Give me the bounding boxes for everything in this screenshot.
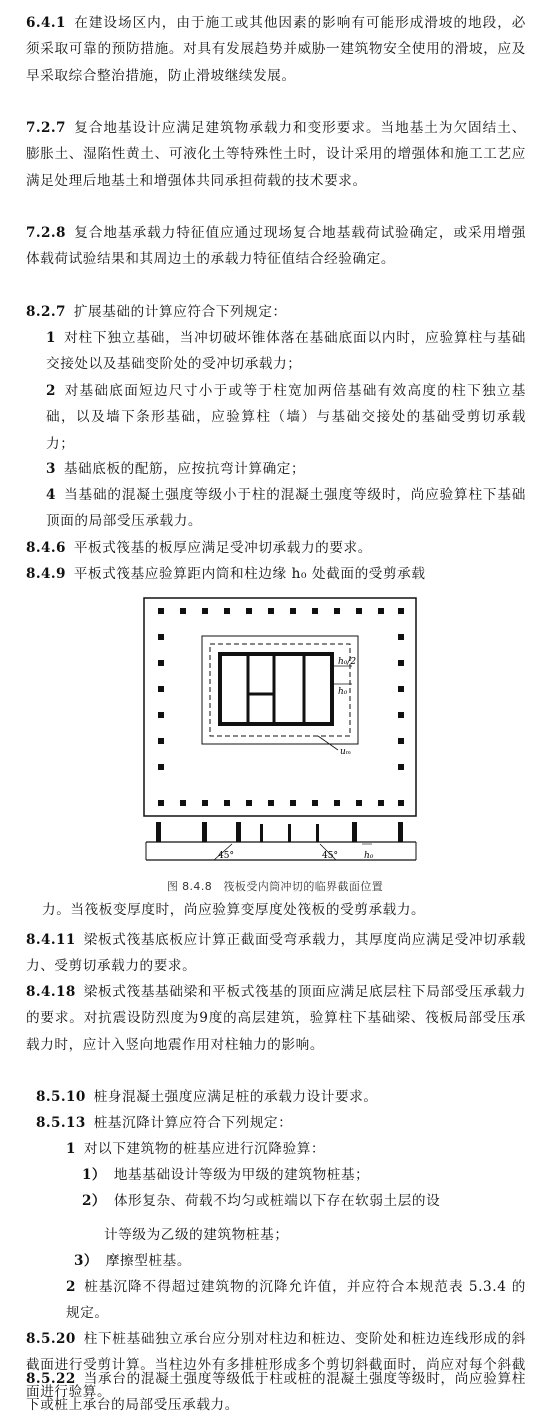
sub-item-3 <box>74 1248 526 1274</box>
clause-number: 8.4.11 <box>26 932 76 948</box>
clause-7-2-8 <box>26 220 526 273</box>
item-text: 基础底板的配筋，应按抗弯计算确定； <box>63 461 306 477</box>
clause-8-4-9 <box>26 561 526 587</box>
clause-number: 8.4.18 <box>26 984 76 1000</box>
clause-8-4-18 <box>26 979 526 1058</box>
clause-text: 平板式筏基应验算距内筒和柱边缘 h₀ 处截面的受剪承载 <box>73 566 426 582</box>
clause-8-4-9-continued <box>42 897 526 923</box>
sub-item-2-continued <box>104 1222 526 1248</box>
clause-text: 柱下桩基础独立承台应分别对柱边和桩边、变阶处和桩边连线形成的斜截面进行受剪计算。当柱边外有多排桩形成多个剪切斜截面时，尚应对每个斜截面进行验算。 <box>26 1331 526 1400</box>
item-number: 2 <box>66 1279 76 1295</box>
clause-8-2-7 <box>26 299 526 325</box>
clause-8-5-22 <box>26 1366 526 1419</box>
label-um: uₘ <box>340 747 352 757</box>
clause-number: 8.5.13 <box>36 1115 86 1131</box>
item-8-2-7-1 <box>46 325 526 378</box>
clause-8-5-10 <box>36 1084 536 1110</box>
inner-core <box>220 654 332 724</box>
sub-item-number: 1） <box>82 1167 106 1183</box>
clause-number: 8.2.7 <box>26 304 66 320</box>
item-number: 1 <box>46 330 56 346</box>
clause-text: 复合地基设计应满足建筑物承载力和变形要求。当地基土为欠固结土、膨胀土、湿陷性黄土、可液化土等特殊性土时，设计采用的增强体和施工工艺应满足处理后地基土和增强体共同承担荷载的技术要求。 <box>26 120 526 189</box>
item-8-5-13-2 <box>66 1274 526 1327</box>
sub-item-text: 计等级为乙级的建筑物桩基； <box>104 1227 289 1243</box>
clause-number: 8.5.10 <box>36 1089 86 1105</box>
perimeter-columns <box>158 608 404 806</box>
label-h0-half: h₀/2 <box>338 657 357 667</box>
clause-8-4-6 <box>26 535 526 561</box>
item-number: 4 <box>46 487 56 503</box>
sub-item-number: 2） <box>82 1193 106 1209</box>
clause-text: 力。当筏板变厚度时，尚应验算变厚度处筏板的受剪承载力。 <box>42 902 426 918</box>
clause-text: 梁板式筏基基础梁和平板式筏基的顶面应满足底层柱下局部受压承载力的要求。对抗震设防烈度为9度的高层建筑，验算柱下基础梁、筏板局部受压承载力时，应计入竖向地震作用对柱轴力的影响。 <box>26 984 526 1053</box>
clause-number: 7.2.7 <box>26 120 66 136</box>
clause-text: 桩身混凝土强度应满足桩的承载力设计要求。 <box>93 1089 378 1105</box>
sub-item-1 <box>82 1162 526 1188</box>
raft-plan-outline <box>144 598 416 816</box>
item-number: 1 <box>66 1141 76 1157</box>
sub-item-text: 体形复杂、荷载不均匀或桩端以下存在软弱土层的设 <box>113 1193 441 1209</box>
sub-item-text: 地基基础设计等级为甲级的建筑物桩基； <box>113 1167 370 1183</box>
item-8-2-7-3 <box>46 456 526 482</box>
clause-7-2-7 <box>26 115 526 194</box>
figure-caption: 图 8.4.8 筏板受内筒冲切的临界截面位置 <box>166 880 384 893</box>
clause-number: 7.2.8 <box>26 225 66 241</box>
clause-text: 复合地基承载力特征值应通过现场复合地基载荷试验确定，或采用增强体载荷试验结果和其周边土的承载力特征值结合经验确定。 <box>26 225 526 268</box>
item-text: 桩基沉降不得超过建筑物的沉降允许值，并应符合本规范表 5.3.4 的规定。 <box>66 1279 526 1322</box>
section-view <box>146 822 416 861</box>
clause-number: 8.4.9 <box>26 566 66 582</box>
clause-text: 扩展基础的计算应符合下列规定： <box>73 304 287 320</box>
item-text: 对以下建筑物的桩基应进行沉降验算： <box>83 1141 326 1157</box>
clause-8-5-13 <box>36 1110 536 1136</box>
label-angle-right: 45° <box>322 851 338 861</box>
clause-number: 8.4.6 <box>26 540 66 556</box>
raft-diagram <box>140 596 422 876</box>
clause-text: 在建设场区内，由于施工或其他因素的影响有可能形成滑坡的地段，必须采取可靠的预防措施。对具有发展趋势并威胁一建筑物安全使用的滑坡，应及早采取综合整治措施，防止滑坡继续发展。 <box>26 15 526 84</box>
item-number: 2 <box>46 383 56 399</box>
clause-text: 当承台的混凝土强度等级低于柱或桩的混凝土强度等级时，尚应验算柱下或桩上承台的局部受压承载力。 <box>26 1371 526 1414</box>
clause-number: 8.5.22 <box>26 1371 76 1387</box>
label-angle-left: 45° <box>218 851 234 861</box>
clause-6-4-1 <box>26 10 526 89</box>
item-number: 3 <box>46 461 56 477</box>
item-8-2-7-4 <box>46 482 526 535</box>
clause-number: 6.4.1 <box>26 15 66 31</box>
label-h0-section: h₀ <box>364 851 374 861</box>
clause-8-4-11 <box>26 927 526 980</box>
clause-text: 平板式筏基的板厚应满足受冲切承载力的要求。 <box>73 540 372 556</box>
item-text: 当基础的混凝土强度等级小于柱的混凝土强度等级时，尚应验算柱下基础顶面的局部受压承载力。 <box>46 487 526 530</box>
item-text: 对基础底面短边尺寸小于或等于柱宽加两倍基础有效高度的柱下独立基础，以及墙下条形基础，应验算柱（墙）与基础交接处的基础受剪切承载力； <box>46 383 526 452</box>
item-text: 对柱下独立基础，当冲切破坏锥体落在基础底面以内时，应验算柱与基础交接处以及基础变阶处的受冲切承载力； <box>46 330 526 373</box>
item-8-2-7-2 <box>46 378 526 457</box>
clause-text: 桩基沉降计算应符合下列规定： <box>93 1115 293 1131</box>
item-8-5-13-1 <box>66 1136 526 1162</box>
clause-number: 8.5.20 <box>26 1331 76 1347</box>
sub-item-text: 摩擦型桩基。 <box>105 1253 192 1269</box>
label-h0: h₀ <box>338 687 348 697</box>
sub-item-2 <box>82 1188 526 1214</box>
sub-item-number: 3） <box>74 1253 98 1269</box>
clause-text: 梁板式筏基底板应计算正截面受弯承载力，其厚度尚应满足受冲切承载力、受剪切承载力的要求。 <box>26 932 526 975</box>
